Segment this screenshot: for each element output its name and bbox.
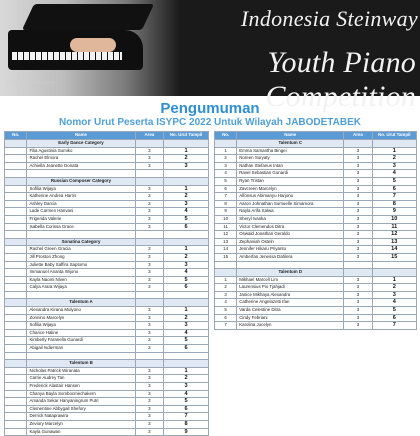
table-row	[5, 398, 209, 406]
performance-order: 4	[164, 208, 209, 216]
row-number	[5, 329, 27, 337]
participant-name: Rachel Green Gracia	[27, 246, 135, 254]
area-value: 3	[344, 155, 372, 163]
performance-order: 1	[164, 147, 209, 155]
row-number: 13	[215, 238, 237, 246]
row-number: 5	[215, 177, 237, 185]
participant-name: Derrick Nataprawira	[27, 413, 135, 421]
area-value: 3	[135, 261, 164, 269]
table-header-row	[5, 132, 209, 140]
participant-name: Emma Samantha Bingei	[237, 147, 344, 155]
participant-name: Jill Proston Zhong	[27, 253, 135, 261]
area-value: 3	[135, 162, 164, 170]
participant-name: Filia Agustinia Sumiko	[27, 147, 135, 155]
performance-order: 3	[372, 291, 416, 299]
row-number	[5, 193, 27, 201]
row-number	[5, 383, 27, 391]
performance-order: 1	[164, 307, 209, 315]
performance-order: 3	[164, 383, 209, 391]
performance-order: 5	[164, 276, 209, 284]
table-row	[5, 329, 209, 337]
row-number	[5, 276, 27, 284]
performance-order: 5	[164, 215, 209, 223]
row-number	[5, 428, 27, 436]
col-name-header: Name	[237, 132, 344, 140]
area-value: 3	[135, 276, 164, 284]
participant-name: Frigerida Valerie	[27, 215, 135, 223]
table-row	[215, 177, 417, 185]
participant-name: Mikhael Marcell Lim	[237, 276, 344, 284]
performance-order: 6	[164, 345, 209, 353]
area-value: 3	[344, 314, 372, 322]
table-row	[5, 276, 209, 284]
table-row	[215, 291, 417, 299]
participant-name: Kayla Naomi Nlven	[27, 276, 135, 284]
row-number: 1	[215, 147, 237, 155]
table-row	[215, 322, 417, 330]
performance-order: 2	[372, 155, 416, 163]
row-number	[5, 223, 27, 231]
performance-order: 15	[372, 253, 416, 261]
area-value: 3	[344, 231, 372, 239]
category-row	[5, 140, 209, 148]
table-row	[215, 170, 417, 178]
participant-name: Frederick Alastair Hansen	[27, 383, 135, 391]
area-value: 3	[344, 215, 372, 223]
table-row	[215, 223, 417, 231]
row-number	[5, 322, 27, 330]
area-value: 3	[344, 253, 372, 261]
col-order-header: No. Urut Tampil	[164, 132, 209, 140]
area-value: 3	[135, 390, 164, 398]
participant-name: Katherine Andrea Harris	[27, 193, 135, 201]
category-row	[5, 238, 209, 246]
performance-order: 14	[372, 246, 416, 254]
row-number	[5, 367, 27, 375]
participant-name: Sofilia Wijaya	[27, 322, 135, 330]
row-number: 5	[215, 307, 237, 315]
category-label: Russian Composer Category	[27, 177, 135, 185]
left-order-table	[4, 131, 209, 436]
row-number	[5, 307, 27, 315]
participant-name: Abigail Isdierman	[27, 345, 135, 353]
table-row	[215, 155, 417, 163]
performance-order: 2	[372, 284, 416, 292]
category-label: Talentum B	[27, 360, 135, 368]
row-number: 3	[215, 162, 237, 170]
participant-name: Rachel Elmora	[27, 155, 135, 163]
area-value: 3	[344, 284, 372, 292]
area-value: 3	[344, 291, 372, 299]
row-number	[5, 147, 27, 155]
performance-order: 2	[164, 193, 209, 201]
performance-order: 6	[164, 284, 209, 292]
table-row	[215, 147, 417, 155]
table-row	[5, 375, 209, 383]
row-number	[5, 162, 27, 170]
participant-name: Victor Clemendos Ditra	[237, 223, 344, 231]
area-value: 3	[135, 413, 164, 421]
col-order-header: No. Urut Tampil	[372, 132, 416, 140]
table-row	[5, 405, 209, 413]
area-value: 3	[135, 420, 164, 428]
table-row	[5, 383, 209, 391]
table-row	[5, 428, 209, 436]
participant-name: Varda Celestine Ditra	[237, 307, 344, 315]
table-row	[5, 337, 209, 345]
area-value: 3	[344, 177, 372, 185]
table-row	[215, 246, 417, 254]
participant-name: Sheryl Ivanka	[237, 215, 344, 223]
table-row	[5, 307, 209, 315]
participant-name: Janice Mikhaya Alexandra	[237, 291, 344, 299]
participant-name: Zonnino Marcelyn	[27, 314, 135, 322]
spacer-row	[215, 261, 417, 269]
performance-order: 5	[372, 177, 416, 185]
area-value: 3	[135, 337, 164, 345]
table-row	[215, 185, 417, 193]
row-number: 12	[215, 231, 237, 239]
performance-order: 6	[164, 223, 209, 231]
performance-order: 9	[372, 208, 416, 216]
performance-order: 3	[164, 322, 209, 330]
area-value: 3	[135, 253, 164, 261]
row-number: 6	[215, 185, 237, 193]
participant-name: Lade Carmen Hanvani	[27, 208, 135, 216]
row-number: 14	[215, 246, 237, 254]
participant-name: Amberfan Jenessa Dahlera	[237, 253, 344, 261]
performance-order: 3	[164, 200, 209, 208]
area-value: 3	[344, 193, 372, 201]
row-number: 7	[215, 193, 237, 201]
row-number	[5, 155, 27, 163]
performance-order: 6	[372, 314, 416, 322]
participant-name: Nayla Arifa Salwa	[237, 208, 344, 216]
participant-name: Zephaniah Osteln	[237, 238, 344, 246]
participant-name: Immanuel Ananta Wijono	[27, 269, 135, 277]
table-row	[215, 314, 417, 322]
performance-order: 8	[372, 200, 416, 208]
area-value: 3	[135, 223, 164, 231]
performance-order: 5	[164, 337, 209, 345]
area-value: 3	[344, 170, 372, 178]
row-number	[5, 314, 27, 322]
area-value: 3	[135, 367, 164, 375]
performance-order: 5	[372, 307, 416, 315]
table-header-row	[215, 132, 417, 140]
row-number	[5, 284, 27, 292]
area-value: 3	[135, 405, 164, 413]
col-no-header: No.	[215, 132, 237, 140]
spacer-row	[5, 231, 209, 239]
row-number	[5, 420, 27, 428]
area-value: 3	[344, 200, 372, 208]
area-value: 3	[135, 307, 164, 315]
table-row	[215, 238, 417, 246]
row-number: 11	[215, 223, 237, 231]
table-row	[5, 420, 209, 428]
category-row	[5, 360, 209, 368]
row-number	[5, 337, 27, 345]
area-value: 3	[135, 398, 164, 406]
table-row	[215, 200, 417, 208]
row-number	[5, 246, 27, 254]
row-number: 1	[215, 276, 237, 284]
piano-lid	[22, 4, 154, 30]
performance-order: 8	[164, 420, 209, 428]
participant-name: Ravel Sebastian Gunardi	[237, 170, 344, 178]
participant-name: Achiella Jeanette Donata	[27, 162, 135, 170]
table-row	[5, 253, 209, 261]
participant-name: Alexandra Kirana Mulyono	[27, 307, 135, 315]
steinway-brand-mark: STEINWAY & SONS	[6, 80, 57, 85]
table-row	[5, 193, 209, 201]
row-number: 6	[215, 314, 237, 322]
performance-order: 1	[164, 367, 209, 375]
row-number	[5, 261, 27, 269]
participant-name: Ashley Darcia	[27, 200, 135, 208]
participant-name: Juliette Baby Saffira Saptomo	[27, 261, 135, 269]
participant-name: Nathan Stefanus Intan	[237, 162, 344, 170]
area-value: 3	[344, 208, 372, 216]
table-row	[5, 246, 209, 254]
performance-order: 4	[372, 170, 416, 178]
participant-name: Sofilia Wijaya	[27, 185, 135, 193]
performance-order: 10	[372, 215, 416, 223]
performance-order: 2	[164, 314, 209, 322]
participant-name: Cindy Febriani	[237, 314, 344, 322]
participant-name: Calya Arara Wijaya	[27, 284, 135, 292]
table-row	[5, 208, 209, 216]
area-value: 3	[135, 200, 164, 208]
area-value: 3	[344, 299, 372, 307]
row-number: 10	[215, 215, 237, 223]
row-number	[5, 185, 27, 193]
spacer-row	[5, 291, 209, 299]
area-value: 3	[135, 375, 164, 383]
row-number: 3	[215, 291, 237, 299]
table-row	[5, 284, 209, 292]
table-row	[215, 193, 417, 201]
participant-name: Aaron Johnathan Sumuelle Simamora	[237, 200, 344, 208]
participant-name: Kimberly Faranella Gunardi	[27, 337, 135, 345]
performance-order: 12	[372, 231, 416, 239]
performance-order: 7	[372, 193, 416, 201]
area-value: 3	[135, 428, 164, 436]
area-value: 3	[135, 269, 164, 277]
performance-order: 11	[372, 223, 416, 231]
row-number	[5, 405, 27, 413]
table-row	[5, 223, 209, 231]
table-row	[215, 215, 417, 223]
table-row	[5, 390, 209, 398]
piano-keys	[12, 52, 122, 60]
row-number	[5, 269, 27, 277]
table-row	[5, 322, 209, 330]
col-area-header: Area	[135, 132, 164, 140]
row-number	[5, 375, 27, 383]
participant-name: Oswald Jonathan Geraldo	[237, 231, 344, 239]
spacer-row	[5, 352, 209, 360]
table-row	[215, 231, 417, 239]
area-value: 3	[135, 329, 164, 337]
participant-name: Amanda Sekar Hanyaningrum Putri	[27, 398, 135, 406]
performance-order: 1	[164, 246, 209, 254]
participant-name: Laurensius Pio Tjahjadi	[237, 284, 344, 292]
participant-name: Clementine Abbygail Shefory	[27, 405, 135, 413]
area-value: 3	[135, 246, 164, 254]
performance-order: 1	[372, 276, 416, 284]
category-label: Sonatina Category	[27, 238, 135, 246]
table-row	[5, 261, 209, 269]
table-row	[215, 299, 417, 307]
area-value: 3	[344, 322, 372, 330]
table-row	[215, 284, 417, 292]
row-number	[5, 200, 27, 208]
area-value: 3	[344, 307, 372, 315]
participant-name: Jennifer Hikaru Priyanto	[237, 246, 344, 254]
area-value: 3	[135, 193, 164, 201]
performance-order: 2	[164, 253, 209, 261]
category-label: Early Dance Category	[27, 140, 135, 148]
participant-name: Isabella Corissa Grace	[27, 223, 135, 231]
participant-name: Karolina Jocelyn	[237, 322, 344, 330]
category-label: Talentum D	[237, 269, 344, 277]
row-number	[5, 345, 27, 353]
row-number: 15	[215, 253, 237, 261]
row-number	[5, 413, 27, 421]
performance-order: 6	[372, 185, 416, 193]
row-number: 8	[215, 200, 237, 208]
area-value: 3	[135, 185, 164, 193]
participant-name: Catherine Angelazetti Ifan	[237, 299, 344, 307]
table-row	[5, 185, 209, 193]
performance-order: 3	[164, 162, 209, 170]
banner-title-line2: Youth Piano Competition	[265, 46, 416, 113]
area-value: 3	[344, 246, 372, 254]
area-value: 3	[344, 223, 372, 231]
performance-order: 4	[164, 329, 209, 337]
table-row	[215, 162, 417, 170]
col-area-header: Area	[344, 132, 372, 140]
participant-name: Chanya Bayla Sombocmechakern	[27, 390, 135, 398]
table-row	[215, 276, 417, 284]
table-row	[5, 155, 209, 163]
col-name-header: Name	[27, 132, 135, 140]
spacer-row	[5, 170, 209, 178]
area-value: 3	[344, 276, 372, 284]
performance-order: 1	[372, 147, 416, 155]
table-row	[5, 314, 209, 322]
participant-name: Zavcreen Marcelyn	[237, 185, 344, 193]
performance-order: 4	[372, 299, 416, 307]
row-number: 9	[215, 208, 237, 216]
performance-order: 7	[164, 413, 209, 421]
participant-name: Charice Haline	[27, 329, 135, 337]
area-value: 3	[135, 322, 164, 330]
area-value: 3	[135, 284, 164, 292]
area-value: 3	[135, 314, 164, 322]
row-number	[5, 398, 27, 406]
page-title: Pengumuman	[160, 100, 260, 117]
performance-order: 2	[164, 375, 209, 383]
table-row	[5, 269, 209, 277]
performance-order: 3	[164, 261, 209, 269]
participant-name: Kayla Gunawan	[27, 428, 135, 436]
participant-name: Carrie Audrey Tan	[27, 375, 135, 383]
performance-order: 2	[164, 155, 209, 163]
category-row	[5, 177, 209, 185]
pianist-hand	[70, 38, 116, 52]
table-row	[5, 162, 209, 170]
participant-name: Zeviory Marcelyn	[27, 420, 135, 428]
right-order-table	[214, 131, 417, 330]
table-row	[5, 200, 209, 208]
performance-order: 4	[164, 390, 209, 398]
participant-name: Alfonsus Abimanyu Harjono	[237, 193, 344, 201]
category-label: Talentum A	[27, 299, 135, 307]
performance-order: 13	[372, 238, 416, 246]
performance-order: 4	[164, 269, 209, 277]
area-value: 3	[135, 383, 164, 391]
category-row	[5, 299, 209, 307]
area-value: 3	[344, 238, 372, 246]
page-subtitle: Nomor Urut Peserta ISYPC 2022 Untuk Wilayah JABODETABEK	[58, 117, 362, 128]
table-row	[215, 307, 417, 315]
category-row	[215, 140, 417, 148]
row-number: 2	[215, 284, 237, 292]
col-no-header: No.	[5, 132, 27, 140]
row-number: 4	[215, 170, 237, 178]
table-row	[5, 147, 209, 155]
table-row	[215, 208, 417, 216]
participant-name: Ryan Tristan	[237, 177, 344, 185]
table-row	[215, 253, 417, 261]
table-row	[5, 367, 209, 375]
area-value: 3	[344, 162, 372, 170]
area-value: 3	[135, 345, 164, 353]
category-row	[215, 269, 417, 277]
row-number: 2	[215, 155, 237, 163]
participant-name: Noreen Suryaty	[237, 155, 344, 163]
row-number: 4	[215, 299, 237, 307]
performance-order: 5	[164, 398, 209, 406]
row-number	[5, 253, 27, 261]
table-row	[5, 413, 209, 421]
performance-order: 9	[164, 428, 209, 436]
row-number: 7	[215, 322, 237, 330]
category-label: Talentum C	[237, 140, 344, 148]
table-row	[5, 345, 209, 353]
area-value: 3	[135, 215, 164, 223]
performance-order: 7	[372, 322, 416, 330]
table-row	[5, 215, 209, 223]
row-number	[5, 208, 27, 216]
area-value: 3	[135, 155, 164, 163]
area-value: 3	[135, 147, 164, 155]
banner-title-line1: Indonesia Steinway	[240, 6, 418, 31]
area-value: 3	[135, 208, 164, 216]
performance-order: 6	[164, 405, 209, 413]
row-number	[5, 390, 27, 398]
row-number	[5, 215, 27, 223]
performance-order: 3	[372, 162, 416, 170]
area-value: 3	[344, 147, 372, 155]
participant-name: Nicholas Patrick Wiranata	[27, 367, 135, 375]
performance-order: 1	[164, 185, 209, 193]
area-value: 3	[344, 185, 372, 193]
